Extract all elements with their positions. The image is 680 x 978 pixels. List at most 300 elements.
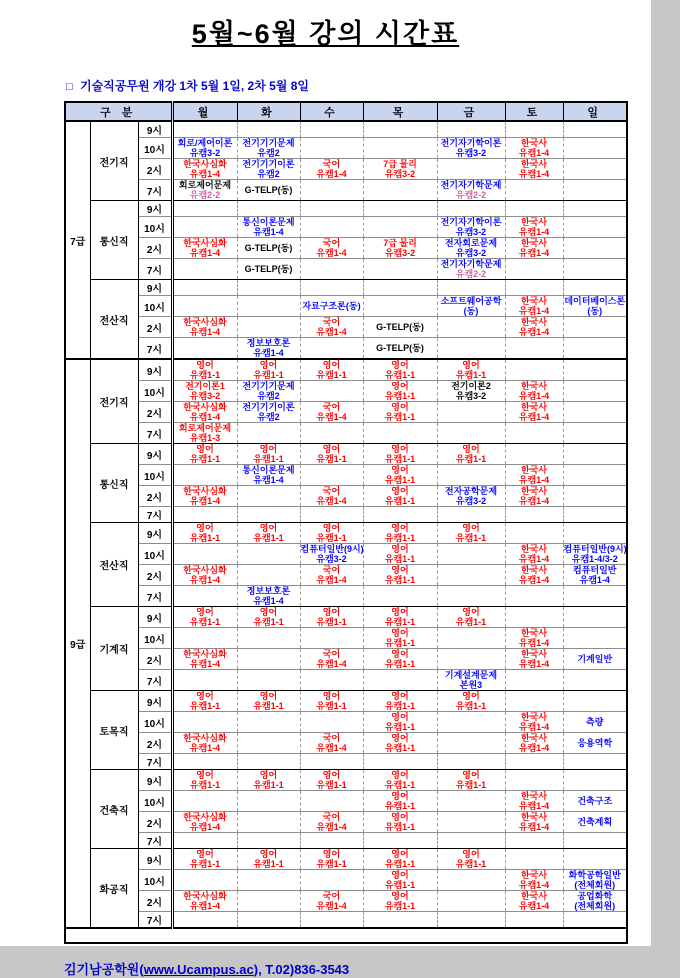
table-row bbox=[65, 849, 627, 870]
time-label: 10시 bbox=[138, 381, 172, 402]
cell-수-9시 bbox=[300, 121, 363, 138]
cell-일-7시 bbox=[563, 423, 627, 444]
cell-금-2시 bbox=[437, 159, 505, 180]
cell-화-2시 bbox=[237, 159, 300, 180]
table-row bbox=[65, 423, 627, 444]
cell-수-7시 bbox=[300, 754, 363, 770]
cell-line: 유캠1-4 bbox=[189, 659, 221, 669]
cell-수-9시 bbox=[300, 523, 363, 544]
cell-화-2시 bbox=[237, 891, 300, 912]
cell-목-9시 bbox=[363, 359, 437, 381]
cell-line: 영어 bbox=[391, 465, 409, 475]
cell-수-9시 bbox=[300, 770, 363, 791]
time-label: 2시 bbox=[138, 402, 172, 423]
cell-line: 유캠2-2 bbox=[455, 269, 487, 279]
table-row bbox=[65, 607, 627, 628]
footer bbox=[64, 959, 651, 978]
cell-line: 응용역학 bbox=[577, 738, 613, 748]
cell-일-7시 bbox=[563, 259, 627, 280]
cell-수-10시 bbox=[300, 465, 363, 486]
cell-월-2시 bbox=[172, 402, 237, 423]
cell-line: 영어 bbox=[391, 628, 409, 638]
cell-line: 영어 bbox=[391, 770, 409, 780]
cell-화-9시 bbox=[237, 121, 300, 138]
cell-수-10시 bbox=[300, 791, 363, 812]
cell-line: 유캠2 bbox=[257, 412, 280, 422]
cell-일-7시 bbox=[563, 833, 627, 849]
cell-line: 유캠3-2 bbox=[189, 148, 221, 158]
cell-line: 유캠1-1 bbox=[189, 859, 221, 869]
cell-금-9시 bbox=[437, 770, 505, 791]
cell-line: 영어 bbox=[259, 849, 278, 859]
cell-line: 전기이론2 bbox=[451, 381, 491, 391]
cell-일-10시 bbox=[563, 381, 627, 402]
cell-수-9시 bbox=[300, 691, 363, 712]
cell-월-2시 bbox=[172, 891, 237, 912]
cell-line: 한국사 bbox=[520, 870, 548, 880]
table-row bbox=[65, 912, 627, 929]
cell-line: 영어 bbox=[259, 523, 278, 533]
table-row bbox=[65, 359, 627, 381]
cell-line: 공업화학 bbox=[577, 891, 613, 901]
time-label: 9시 bbox=[138, 280, 172, 296]
cell-월-2시 bbox=[172, 812, 237, 833]
grade-label: 7급 bbox=[65, 121, 90, 359]
cell-line: 유캠1-1 bbox=[384, 533, 416, 543]
cell-line: 한국사 bbox=[520, 381, 548, 391]
table-row bbox=[65, 812, 627, 833]
cell-일-10시 bbox=[563, 217, 627, 238]
cell-수-10시 bbox=[300, 870, 363, 891]
cell-월-7시 bbox=[172, 833, 237, 849]
cell-수-2시 bbox=[300, 649, 363, 670]
cell-line: 국어 bbox=[322, 159, 341, 169]
cell-line: 7급 물리 bbox=[383, 159, 417, 169]
cell-line: 컴퓨터일반(9시) bbox=[563, 544, 627, 554]
cell-line: 국어 bbox=[322, 812, 341, 822]
cell-일-2시 bbox=[563, 812, 627, 833]
cell-line: 유캠1-4 bbox=[518, 148, 550, 158]
cell-금-9시 bbox=[437, 691, 505, 712]
cell-line: 유캠1-4 bbox=[189, 496, 221, 506]
cell-월-2시 bbox=[172, 486, 237, 507]
cell-line: 유캠1-1 bbox=[316, 859, 347, 869]
cell-line: 유캠1-4 bbox=[316, 901, 347, 911]
cell-금-7시 bbox=[437, 423, 505, 444]
time-label: 2시 bbox=[138, 812, 172, 833]
cell-일-7시 bbox=[563, 912, 627, 929]
cell-목-2시 bbox=[363, 565, 437, 586]
cell-금-7시 bbox=[437, 586, 505, 607]
table-row bbox=[65, 712, 627, 733]
day-header-토: 토 bbox=[505, 102, 563, 121]
cell-화-10시 bbox=[237, 465, 300, 486]
cell-수-10시 bbox=[300, 628, 363, 649]
cell-화-10시 bbox=[237, 870, 300, 891]
cell-토-2시 bbox=[505, 733, 563, 754]
cell-수-10시 bbox=[300, 381, 363, 402]
cell-line: 유캠1-1 bbox=[384, 822, 416, 832]
cell-월-10시 bbox=[172, 544, 237, 565]
cell-월-9시 bbox=[172, 121, 237, 138]
cell-일-2시 bbox=[563, 891, 627, 912]
cell-토-7시 bbox=[505, 754, 563, 770]
cell-line: 영어 bbox=[196, 849, 214, 859]
cell-목-9시 bbox=[363, 523, 437, 544]
cell-일-2시 bbox=[563, 238, 627, 259]
cell-일-7시 bbox=[563, 180, 627, 201]
cell-금-7시 bbox=[437, 754, 505, 770]
cell-line: 유캠1-1 bbox=[189, 780, 221, 790]
cell-수-9시 bbox=[300, 607, 363, 628]
cell-금-10시 bbox=[437, 544, 505, 565]
cell-목-9시 bbox=[363, 121, 437, 138]
time-label: 7시 bbox=[138, 259, 172, 280]
header-row bbox=[65, 102, 627, 121]
time-label: 10시 bbox=[138, 628, 172, 649]
cell-목-9시 bbox=[363, 691, 437, 712]
cell-토-10시 bbox=[505, 465, 563, 486]
time-label: 2시 bbox=[138, 891, 172, 912]
cell-line: 영어 bbox=[322, 770, 341, 780]
cell-목-10시 bbox=[363, 712, 437, 733]
cell-토-9시 bbox=[505, 444, 563, 465]
cell-목-10시 bbox=[363, 296, 437, 317]
cell-line: 국어 bbox=[322, 238, 341, 248]
cell-일-9시 bbox=[563, 607, 627, 628]
cell-화-7시 bbox=[237, 833, 300, 849]
cell-수-2시 bbox=[300, 733, 363, 754]
cell-금-2시 bbox=[437, 317, 505, 338]
time-label: 9시 bbox=[138, 121, 172, 138]
cell-line: 유캠1-4 bbox=[316, 659, 347, 669]
cell-화-2시 bbox=[237, 402, 300, 423]
cell-월-10시 bbox=[172, 870, 237, 891]
cell-line: 컴퓨터일반 bbox=[573, 565, 617, 575]
cell-토-10시 bbox=[505, 217, 563, 238]
cell-line: 전기기기문제 bbox=[242, 138, 295, 148]
cell-수-7시 bbox=[300, 180, 363, 201]
cell-월-7시 bbox=[172, 423, 237, 444]
cell-목-7시 bbox=[363, 670, 437, 691]
cell-월-2시 bbox=[172, 238, 237, 259]
cell-line: 한국사 bbox=[520, 159, 548, 169]
cell-목-7시 bbox=[363, 586, 437, 607]
cell-line: 유캠1-1 bbox=[384, 859, 416, 869]
time-label: 2시 bbox=[138, 159, 172, 180]
cell-수-2시 bbox=[300, 402, 363, 423]
cell-line: 유캠1-4 bbox=[518, 227, 550, 237]
cell-line: 한국사 bbox=[520, 138, 548, 148]
cell-line: 유캠1-1 bbox=[384, 370, 416, 380]
job-label: 전산직 bbox=[90, 280, 138, 360]
cell-일-10시 bbox=[563, 628, 627, 649]
day-header-화: 화 bbox=[237, 102, 300, 121]
cell-토-9시 bbox=[505, 201, 563, 217]
cell-월-2시 bbox=[172, 159, 237, 180]
cell-line: 한국사심화 bbox=[183, 159, 227, 169]
cell-토-9시 bbox=[505, 849, 563, 870]
time-label: 7시 bbox=[138, 423, 172, 444]
cell-line: 영어 bbox=[322, 360, 341, 370]
cell-line: 유캠3-2 bbox=[455, 496, 487, 506]
day-header-월: 월 bbox=[172, 102, 237, 121]
cell-line: 유캠1-4 bbox=[518, 880, 550, 890]
time-label: 9시 bbox=[138, 359, 172, 381]
cell-line: 유캠1-1 bbox=[384, 701, 416, 711]
cell-화-9시 bbox=[237, 770, 300, 791]
cell-line: 유캠1-1 bbox=[384, 901, 416, 911]
cell-일-9시 bbox=[563, 770, 627, 791]
table-row bbox=[65, 628, 627, 649]
cell-line: 국어 bbox=[322, 733, 341, 743]
cell-금-2시 bbox=[437, 812, 505, 833]
cell-line: 한국사 bbox=[520, 628, 548, 638]
cell-line: 유캠3-2 bbox=[455, 248, 487, 258]
cell-line: 본원3 bbox=[459, 680, 483, 690]
cell-line: 한국사심화 bbox=[183, 238, 227, 248]
cell-line: 회로제어문제 bbox=[178, 180, 232, 190]
cell-토-2시 bbox=[505, 649, 563, 670]
cell-line: G-TELP(동) bbox=[244, 243, 293, 253]
cell-line: 한국사 bbox=[520, 317, 548, 327]
table-row bbox=[65, 770, 627, 791]
cell-line: 유캠1-4 bbox=[518, 722, 550, 732]
table-row bbox=[65, 338, 627, 360]
cell-line: 영어 bbox=[259, 360, 278, 370]
corner-header: 구 분 bbox=[65, 102, 172, 121]
cell-화-9시 bbox=[237, 691, 300, 712]
cell-월-9시 bbox=[172, 691, 237, 712]
cell-line: 유캠1-1 bbox=[253, 859, 284, 869]
cell-line: 영어 bbox=[259, 691, 278, 701]
cell-목-2시 bbox=[363, 733, 437, 754]
cell-line: 한국사심화 bbox=[183, 486, 227, 496]
cell-목-9시 bbox=[363, 607, 437, 628]
cell-line: 유캠1-4 bbox=[518, 248, 550, 258]
cell-line: 유캠1-1 bbox=[189, 701, 221, 711]
cell-line: 한국사 bbox=[520, 791, 548, 801]
cell-토-7시 bbox=[505, 259, 563, 280]
cell-line: 7급 물리 bbox=[383, 238, 417, 248]
cell-일-2시 bbox=[563, 486, 627, 507]
cell-line: 유캠2 bbox=[257, 148, 280, 158]
cell-목-10시 bbox=[363, 381, 437, 402]
cell-수-9시 bbox=[300, 201, 363, 217]
time-label: 9시 bbox=[138, 849, 172, 870]
cell-line: G-TELP(동) bbox=[244, 264, 293, 274]
cell-line: 영어 bbox=[391, 402, 409, 412]
job-label: 건축직 bbox=[90, 770, 138, 849]
table-row bbox=[65, 565, 627, 586]
cell-line: 영어 bbox=[462, 691, 480, 701]
cell-월-10시 bbox=[172, 381, 237, 402]
job-label: 화공직 bbox=[90, 849, 138, 929]
cell-line: 유캠1-4 bbox=[518, 391, 550, 401]
cell-토-2시 bbox=[505, 159, 563, 180]
cell-토-10시 bbox=[505, 791, 563, 812]
cell-line: 한국사 bbox=[520, 733, 548, 743]
cell-line: 건축구조 bbox=[577, 796, 613, 806]
cell-line: 유캠1-4 bbox=[253, 596, 284, 606]
cell-화-2시 bbox=[237, 733, 300, 754]
cell-목-2시 bbox=[363, 891, 437, 912]
cell-화-10시 bbox=[237, 296, 300, 317]
cell-금-10시 bbox=[437, 791, 505, 812]
cell-화-7시 bbox=[237, 670, 300, 691]
cell-line: 영어 bbox=[462, 849, 480, 859]
cell-line: 유캠2 bbox=[257, 169, 280, 179]
cell-화-9시 bbox=[237, 359, 300, 381]
cell-금-9시 bbox=[437, 201, 505, 217]
time-label: 9시 bbox=[138, 607, 172, 628]
cell-금-9시 bbox=[437, 359, 505, 381]
cell-일-9시 bbox=[563, 444, 627, 465]
table-row bbox=[65, 754, 627, 770]
job-label: 토목직 bbox=[90, 691, 138, 770]
cell-line: 영어 bbox=[391, 360, 409, 370]
cell-line: 유캠1-1 bbox=[455, 780, 487, 790]
cell-line: 영어 bbox=[391, 649, 409, 659]
cell-line: 유캠1-4 bbox=[189, 412, 221, 422]
cell-line: 유캠1-1 bbox=[384, 743, 416, 753]
time-label: 7시 bbox=[138, 338, 172, 360]
cell-line: 영어 bbox=[322, 691, 341, 701]
cell-월-9시 bbox=[172, 280, 237, 296]
cell-line: 유캠1-4 bbox=[518, 169, 550, 179]
cell-line: 유캠1-4 bbox=[518, 743, 550, 753]
time-label: 7시 bbox=[138, 180, 172, 201]
cell-line: 한국사심화 bbox=[183, 649, 227, 659]
time-label: 10시 bbox=[138, 465, 172, 486]
cell-line: 유캠1-1 bbox=[253, 370, 284, 380]
cell-line: 유캠3-2 bbox=[455, 227, 487, 237]
cell-line: 유캠1-1 bbox=[384, 412, 416, 422]
cell-목-10시 bbox=[363, 628, 437, 649]
cell-토-7시 bbox=[505, 338, 563, 360]
cell-토-9시 bbox=[505, 523, 563, 544]
cell-토-7시 bbox=[505, 507, 563, 523]
cell-수-2시 bbox=[300, 238, 363, 259]
cell-line: 전기자기학이론 bbox=[440, 217, 502, 227]
cell-토-7시 bbox=[505, 586, 563, 607]
cell-화-9시 bbox=[237, 607, 300, 628]
cell-line: 전기자기학이론 bbox=[440, 138, 502, 148]
cell-line: 유캠3-2 bbox=[455, 148, 487, 158]
cell-line: 한국사심화 bbox=[183, 317, 227, 327]
cell-line: 영어 bbox=[391, 712, 409, 722]
cell-금-10시 bbox=[437, 296, 505, 317]
cell-월-7시 bbox=[172, 670, 237, 691]
cell-line: 유캠1-1 bbox=[384, 475, 416, 485]
cell-line: 유캠1-4 bbox=[518, 412, 550, 422]
cell-line: 유캠1-1 bbox=[455, 859, 487, 869]
website-link[interactable]: www.Ucampus.ac bbox=[143, 962, 254, 977]
cell-수-7시 bbox=[300, 912, 363, 929]
cell-일-10시 bbox=[563, 870, 627, 891]
cell-금-9시 bbox=[437, 849, 505, 870]
cell-line: 영어 bbox=[462, 523, 480, 533]
cell-line: 유캠1-4 bbox=[579, 575, 610, 585]
cell-line: 유캠1-4 bbox=[189, 822, 221, 832]
cell-line: 유캠1-4 bbox=[253, 475, 284, 485]
cell-line: 정보보호론 bbox=[246, 338, 291, 348]
cell-line: 유캠1-1 bbox=[189, 370, 221, 380]
cell-목-7시 bbox=[363, 912, 437, 929]
table-row bbox=[65, 402, 627, 423]
cell-line: 한국사 bbox=[520, 565, 548, 575]
table-row bbox=[65, 586, 627, 607]
cell-일-7시 bbox=[563, 670, 627, 691]
cell-수-10시 bbox=[300, 296, 363, 317]
time-label: 9시 bbox=[138, 523, 172, 544]
cell-토-9시 bbox=[505, 280, 563, 296]
cell-화-9시 bbox=[237, 201, 300, 217]
cell-line: 영어 bbox=[391, 733, 409, 743]
cell-월-9시 bbox=[172, 444, 237, 465]
cell-토-10시 bbox=[505, 712, 563, 733]
cell-line: 한국사 bbox=[520, 649, 548, 659]
cell-금-2시 bbox=[437, 486, 505, 507]
cell-line: 유캠1-1 bbox=[316, 617, 347, 627]
cell-일-10시 bbox=[563, 138, 627, 159]
cell-line: G-TELP(동) bbox=[244, 185, 293, 195]
cell-line: 유캠1-1 bbox=[253, 533, 284, 543]
cell-line: 유캠1-1 bbox=[455, 701, 487, 711]
cell-수-10시 bbox=[300, 712, 363, 733]
cell-line: 한국사심화 bbox=[183, 891, 227, 901]
cell-line: 소프트웨어공학 bbox=[440, 296, 502, 306]
cell-line: 영어 bbox=[391, 870, 409, 880]
cell-일-7시 bbox=[563, 338, 627, 360]
time-label: 2시 bbox=[138, 733, 172, 754]
cell-수-7시 bbox=[300, 259, 363, 280]
footer-text-post: ), T.02)836-3543 bbox=[253, 962, 350, 977]
cell-금-9시 bbox=[437, 523, 505, 544]
cell-목-7시 bbox=[363, 423, 437, 444]
cell-화-2시 bbox=[237, 238, 300, 259]
cell-line: 유캠1-4 bbox=[518, 327, 550, 337]
time-label: 2시 bbox=[138, 649, 172, 670]
cell-목-7시 bbox=[363, 833, 437, 849]
cell-화-10시 bbox=[237, 217, 300, 238]
time-label: 9시 bbox=[138, 444, 172, 465]
cell-토-2시 bbox=[505, 891, 563, 912]
subtitle-text: 기술직공무원 개강 1차 5월 1일, 2차 5월 8일 bbox=[80, 79, 310, 93]
cell-월-2시 bbox=[172, 733, 237, 754]
cell-월-7시 bbox=[172, 338, 237, 360]
cell-line: 영어 bbox=[196, 607, 214, 617]
cell-line: (동) bbox=[463, 306, 479, 316]
cell-화-9시 bbox=[237, 280, 300, 296]
cell-line: 유캠1-1 bbox=[253, 780, 284, 790]
cell-line: 유캠1-1 bbox=[455, 454, 487, 464]
cell-line: 영어 bbox=[391, 544, 409, 554]
cell-line: 유캠1-4 bbox=[316, 743, 347, 753]
cell-line: 영어 bbox=[462, 444, 480, 454]
time-label: 10시 bbox=[138, 712, 172, 733]
cell-목-7시 bbox=[363, 507, 437, 523]
time-label: 9시 bbox=[138, 201, 172, 217]
time-label: 10시 bbox=[138, 870, 172, 891]
cell-토-10시 bbox=[505, 296, 563, 317]
cell-line: 영어 bbox=[196, 770, 214, 780]
cell-금-7시 bbox=[437, 338, 505, 360]
cell-토-2시 bbox=[505, 565, 563, 586]
cell-금-10시 bbox=[437, 628, 505, 649]
cell-line: 영어 bbox=[196, 523, 214, 533]
cell-line: 유캠1-1 bbox=[455, 533, 487, 543]
